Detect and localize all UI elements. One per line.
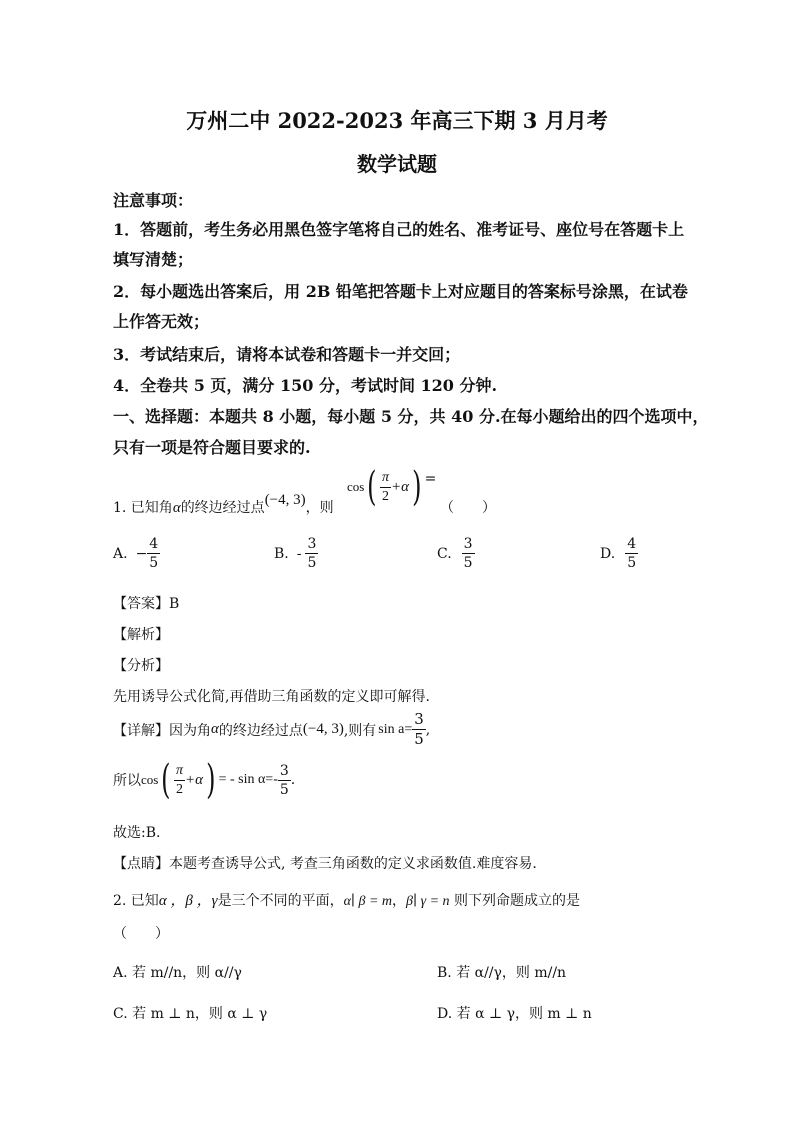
- q1-cos: cos: [347, 479, 365, 494]
- q2-rel1: α∣ β = m: [343, 894, 393, 909]
- q1-so-frac-den: 5: [279, 781, 289, 798]
- q1-option-d-frac: [625, 537, 638, 570]
- q1-answer: 【答案】B: [113, 596, 180, 612]
- q2-greek: α ，β ，γ: [158, 893, 218, 909]
- q1-so-frac: [278, 764, 291, 797]
- q1-detail-text-3: ,则有: [343, 722, 377, 739]
- q1-option-d-den: 5: [627, 555, 637, 571]
- section-1-line-2: 只有一项是符合题目要求的.: [113, 438, 311, 457]
- left-paren-icon: (: [367, 464, 377, 510]
- q1-detail-tag: 【详解】: [113, 722, 169, 739]
- q1-option-d: [600, 537, 638, 570]
- q1-fenxi-tag: 【分析】: [113, 658, 169, 674]
- q1-dianjing-tag: 【点睛】: [113, 856, 169, 872]
- q1-dianjing: [113, 853, 537, 873]
- q1-so-frac-num: 3: [279, 762, 289, 779]
- q1-so-period: .: [290, 772, 296, 788]
- notice-heading: 注意事项：: [113, 191, 194, 210]
- page-title: 万州二中 2022-2023 年高三下期 3 月月考: [186, 108, 608, 133]
- notice-item-2-line-1: 2．每小题选出答案后，用 2B 铅笔把答题卡上对应题目的答案标号涂黑，在试卷: [113, 282, 688, 301]
- q1-choose: 故选:B.: [113, 825, 161, 841]
- q1-option-c-frac: [462, 537, 475, 570]
- q2-mid: 是三个不同的平面，: [217, 893, 344, 909]
- q1-option-a-den: 5: [149, 555, 159, 571]
- q1-option-a-label: A.: [113, 545, 128, 562]
- q1-mid: 的终边经过点: [180, 500, 265, 516]
- q1-alpha: α: [172, 500, 181, 516]
- q1-fenxi-text: 先用诱导公式化简,再借助三角函数的定义即可解得.: [113, 689, 430, 705]
- q1-stem: [113, 492, 334, 517]
- q1-two: 2: [381, 488, 389, 504]
- q1-detail-comma: ,: [425, 721, 431, 738]
- q1-detail-line: [113, 712, 430, 747]
- q1-so-plus-alpha: +α: [184, 771, 203, 788]
- q2-rel2: β∣ γ = n: [406, 894, 450, 909]
- q1-so-eq-neg-sin: = - sin α=-: [218, 772, 278, 787]
- q1-option-a-num: 4: [149, 536, 159, 552]
- q1-detail-frac: [412, 712, 426, 747]
- q2-stem: [113, 889, 580, 910]
- q1-option-b-label: B.: [274, 545, 289, 562]
- q1-option-c: [437, 537, 475, 570]
- q1-so-cos: cos: [141, 772, 159, 787]
- page-subtitle: 数学试题: [357, 152, 437, 176]
- q1-detail-alpha: α: [211, 721, 219, 737]
- q1-plus-alpha: +α: [390, 478, 409, 495]
- q1-cos-expression: [347, 464, 437, 510]
- q1-option-b-frac: [305, 537, 318, 570]
- q1-eq: =: [424, 471, 437, 487]
- q2-blank: （ ）: [113, 926, 169, 942]
- q1-option-c-num: 3: [463, 536, 473, 552]
- q1-so-pi-over-2: [174, 764, 185, 797]
- q2-comma: ，: [392, 893, 407, 909]
- q1-so-line: [113, 757, 296, 803]
- left-paren-icon: (: [161, 757, 171, 803]
- q1-option-a: [113, 537, 160, 570]
- q1-prefix: 1. 已知角: [113, 500, 173, 516]
- q1-detail-text-1: 因为角: [169, 722, 211, 739]
- q1-detail-frac-num: 3: [414, 710, 424, 728]
- right-paren-icon: ): [206, 757, 216, 803]
- q1-detail-point: (−4, 3): [302, 721, 344, 737]
- q2-suffix: 则下列命题成立的是: [454, 893, 580, 909]
- q1-pi-over-2: [380, 471, 391, 504]
- right-paren-icon: ): [412, 464, 422, 510]
- notice-item-4: 4．全卷共 5 页，满分 150 分，考试时间 120 分钟.: [113, 376, 498, 395]
- q1-detail-sin: sin a=: [378, 721, 413, 737]
- q2-option-a: A. 若 m//n，则 α//γ: [113, 965, 242, 981]
- q1-option-a-sign: −: [135, 545, 148, 562]
- q1-option-b-sign: -: [296, 545, 302, 562]
- q1-so-two: 2: [175, 781, 183, 797]
- q1-option-b: [274, 537, 318, 570]
- q2-option-b: B. 若 α//γ，则 m//n: [437, 965, 567, 981]
- q1-so-pi: π: [175, 762, 183, 778]
- q1-option-c-den: 5: [463, 555, 473, 571]
- notice-item-1-line-1: 1．答题前，考生务必用黑色签字笔将自己的姓名、准考证号、座位号在答题卡上: [113, 220, 685, 239]
- q2-option-d: D. 若 α ⊥ γ，则 m ⊥ n: [437, 1006, 592, 1022]
- notice-item-2-line-2: 上作答无效；: [113, 312, 210, 331]
- q1-blank: （ ）: [440, 500, 496, 516]
- q1-option-d-label: D.: [600, 545, 616, 562]
- q1-analysis-tag: 【解析】: [113, 627, 169, 643]
- q1-pi: π: [381, 469, 389, 485]
- q1-option-b-num: 3: [307, 536, 317, 552]
- q1-then: ，则: [305, 500, 334, 516]
- notice-item-3: 3．考试结束后，请将本试卷和答题卡一并交回；: [113, 345, 461, 364]
- q1-option-c-label: C.: [437, 545, 452, 562]
- q1-option-d-num: 4: [627, 536, 637, 552]
- q1-dianjing-text: 本题考查诱导公式, 考查三角函数的定义求函数值.难度容易.: [169, 856, 537, 872]
- q1-point: (−4, 3): [264, 492, 306, 508]
- q1-detail-frac-den: 5: [414, 730, 424, 748]
- q1-so: 所以: [113, 773, 141, 789]
- q2-prefix: 2. 已知: [113, 893, 159, 909]
- q1-option-a-frac: [147, 537, 160, 570]
- q1-detail-text-2: 的终边经过点: [218, 722, 303, 739]
- q2-option-c: C. 若 m ⊥ n，则 α ⊥ γ: [113, 1006, 268, 1022]
- section-1-line-1: 一、选择题：本题共 8 小题，每小题 5 分，共 40 分.在每小题给出的四个选项中，: [113, 407, 709, 426]
- notice-item-1-line-2: 填写清楚；: [113, 250, 194, 269]
- q1-option-b-den: 5: [307, 555, 317, 571]
